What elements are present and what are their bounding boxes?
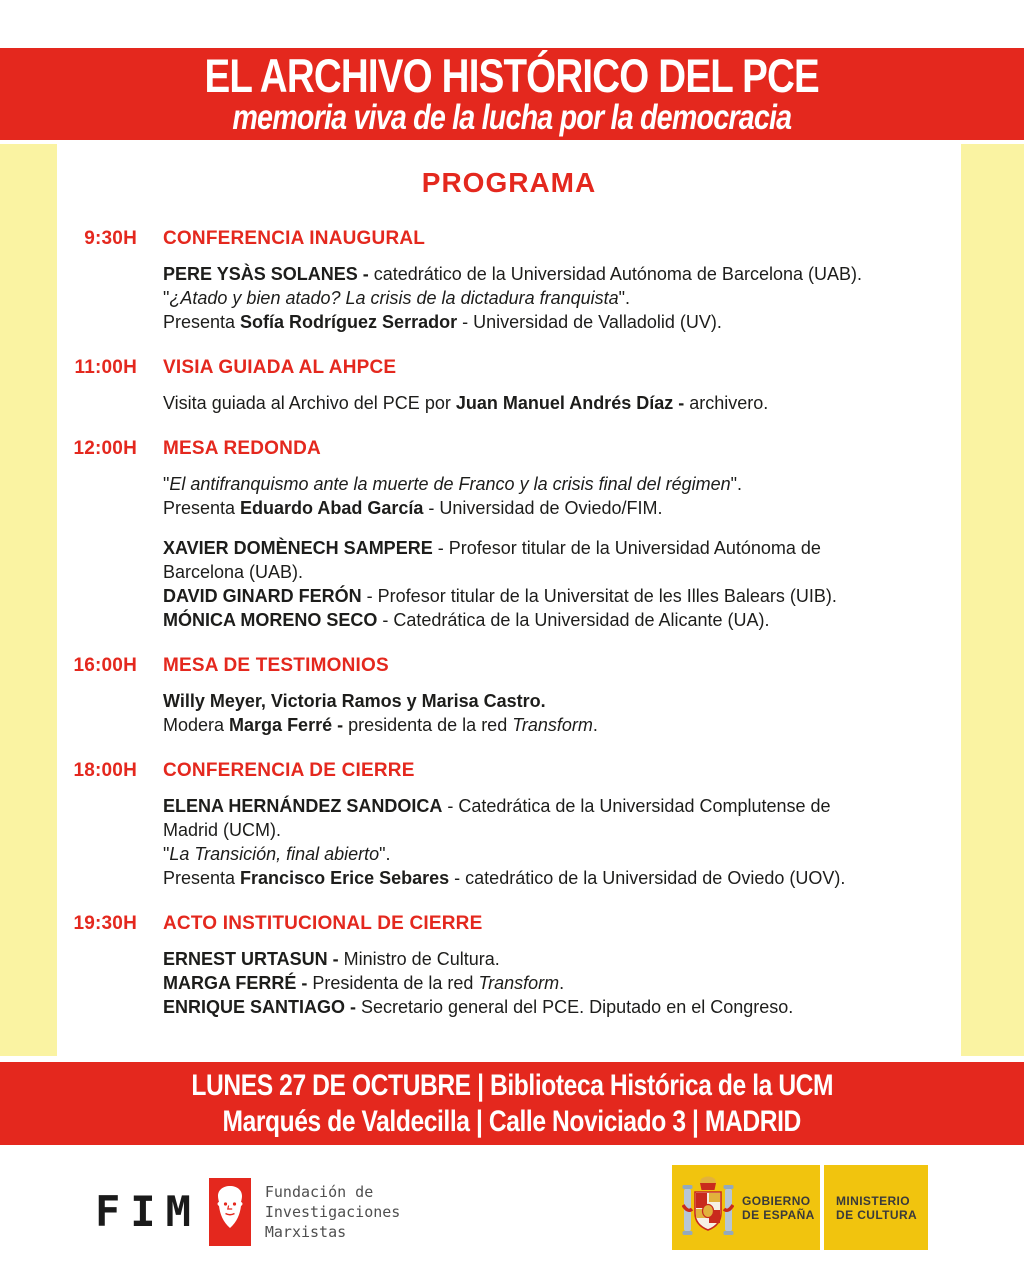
text-run: presidenta de la red: [343, 715, 513, 735]
fim-org-line: Investigaciones: [264, 1203, 401, 1221]
text-run: - catedrático de la Universidad de Oviedo (UOV).: [449, 868, 846, 888]
left-accent-bar: [0, 144, 57, 1056]
text-run: Francisco Erice Sebares: [240, 868, 450, 888]
text-run: Transform: [478, 973, 560, 993]
text-run: Presidenta de la red: [307, 973, 479, 993]
session-title: ACTO INSTITUCIONAL DE CIERRE: [163, 913, 483, 934]
text-run: Willy Meyer, Victoria Ramos y Marisa Castro.: [163, 691, 546, 711]
text-run: Madrid (UCM).: [163, 820, 282, 840]
text-run: Sofía Rodríguez Serrador: [240, 312, 458, 332]
session-head: [57, 356, 961, 380]
program-line: [163, 689, 951, 713]
program-line: [163, 262, 951, 286]
fim-org-line: Fundación de: [264, 1183, 374, 1201]
ministry-label: [824, 1194, 917, 1222]
program-line: [163, 842, 951, 866]
text-run: Eduardo Abad García: [240, 498, 424, 518]
session-head: [57, 437, 961, 461]
session-time: 11:00H: [74, 357, 137, 378]
session-title: VISIA GUIADA AL AHPCE: [163, 357, 397, 378]
program-line: [163, 971, 951, 995]
program-line: [163, 608, 951, 632]
text-run: El antifranquismo ante la muerte de Franco y la crisis final del régimen: [169, 474, 731, 494]
session-body: [163, 391, 951, 415]
program-session: [57, 912, 961, 1019]
header-band: [0, 48, 1024, 140]
program-line: [163, 794, 951, 818]
session-body: [163, 947, 951, 1019]
text-run: Barcelona (UAB).: [163, 562, 304, 582]
session-paragraph: [163, 391, 951, 415]
text-run: - Catedrática de la Universidad de Alicante (UA).: [377, 610, 770, 630]
program-line: [163, 310, 951, 334]
program-line: [163, 947, 951, 971]
session-paragraph: [163, 262, 951, 334]
session-paragraph: [163, 689, 951, 737]
ministry-label-line: DE CULTURA: [836, 1207, 918, 1222]
text-run: XAVIER DOMÈNECH SAMPERE: [163, 538, 433, 558]
text-run: .: [592, 715, 598, 735]
text-run: Juan Manuel Andrés Díaz -: [455, 393, 685, 413]
text-run: catedrático de la Universidad Autónoma de Barcelona (UAB).: [373, 264, 862, 284]
text-run: Presenta: [163, 312, 241, 332]
program-line: [163, 472, 951, 496]
text-run: ".: [618, 288, 631, 308]
session-paragraph: [163, 536, 951, 632]
text-run: ENRIQUE SANTIAGO -: [163, 997, 357, 1017]
text-run: Marga Ferré -: [229, 715, 344, 735]
poster-title: EL ARCHIVO HISTÓRICO DEL PCE: [204, 48, 820, 102]
government-label-line: GOBIERNO: [742, 1193, 811, 1208]
government-label: [742, 1194, 820, 1222]
session-paragraph: [163, 472, 951, 520]
session-body: [163, 262, 951, 334]
program-line: [163, 391, 951, 415]
text-run: ERNEST URTASUN -: [163, 949, 339, 969]
session-time: 19:30H: [73, 913, 137, 934]
session-time: 12:00H: [73, 438, 137, 459]
fim-org-line: Marxistas: [264, 1223, 347, 1241]
text-run: ".: [730, 474, 743, 494]
session-time: 18:00H: [73, 760, 137, 781]
session-head: [57, 654, 961, 678]
text-run: PERE YSÀS SOLANES -: [163, 264, 374, 284]
session-time: 9:30H: [84, 228, 137, 249]
text-run: .: [559, 973, 565, 993]
text-run: - Profesor titular de la Universitat de les Illes Balears (UIB).: [361, 586, 837, 606]
program-line: [163, 818, 951, 842]
poster-subtitle: memoria viva de la lucha por la democracia: [232, 97, 792, 137]
session-head: [57, 759, 961, 783]
session-body: [163, 794, 951, 890]
session-body: [163, 472, 951, 632]
marx-face-icon: [209, 1178, 251, 1246]
fim-acronym: FIM: [95, 1187, 201, 1236]
logos-row: [0, 1145, 1024, 1280]
text-run: Transform: [512, 715, 593, 735]
program-area: [0, 144, 1024, 1056]
text-run: Ministro de Cultura.: [338, 949, 500, 969]
text-run: ".: [379, 844, 391, 864]
session-title: CONFERENCIA INAUGURAL: [163, 228, 426, 249]
text-run: ": [163, 474, 170, 494]
government-label-line: DE ESPAÑA: [742, 1207, 815, 1222]
program-session: [57, 356, 961, 415]
program-session: [57, 227, 961, 334]
session-time: 16:00H: [73, 655, 137, 676]
text-run: ": [163, 288, 170, 308]
text-run: - Universidad de Oviedo/FIM.: [423, 498, 663, 518]
session-body: [163, 689, 951, 737]
program-line: [163, 536, 951, 560]
session-paragraph: [163, 947, 951, 1019]
program-heading: PROGRAMA: [421, 167, 597, 198]
text-run: Secretario general del PCE. Diputado en el Congreso.: [356, 997, 794, 1017]
ministry-label-line: MINISTERIO: [836, 1193, 911, 1208]
fim-logo: [95, 1178, 400, 1246]
text-run: - Catedrática de la Universidad Complutense de: [442, 796, 831, 816]
text-run: La Transición, final abierto: [169, 844, 380, 864]
session-title: MESA REDONDA: [163, 438, 321, 459]
program-line: [163, 713, 951, 737]
spain-coat-of-arms-icon: [682, 1175, 734, 1241]
text-run: Presenta: [163, 868, 241, 888]
event-address: Marqués de Valdecilla | Calle Noviciado 3 | MADRID: [222, 1104, 802, 1138]
session-head: [57, 912, 961, 936]
text-run: ": [163, 844, 170, 864]
text-run: MÓNICA MORENO SECO: [163, 610, 378, 630]
program-line: [163, 866, 951, 890]
program-content: [57, 144, 961, 1056]
program-session: [57, 437, 961, 632]
text-run: DAVID GINARD FERÓN: [163, 586, 362, 606]
text-run: MARGA FERRÉ -: [163, 973, 308, 993]
top-margin: [0, 0, 1024, 48]
text-run: Presenta: [163, 498, 241, 518]
program-line: [163, 286, 951, 310]
program-sessions: [57, 227, 961, 1019]
text-run: - Universidad de Valladolid (UV).: [457, 312, 722, 332]
program-line: [163, 584, 951, 608]
text-run: - Profesor titular de la Universidad Autónoma de: [432, 538, 821, 558]
program-line: [163, 496, 951, 520]
session-head: [57, 227, 961, 251]
program-session: [57, 654, 961, 737]
right-accent-bar: [961, 144, 1024, 1056]
text-run: Visita guiada al Archivo del PCE por: [163, 393, 456, 413]
text-run: ELENA HERNÁNDEZ SANDOICA: [163, 796, 443, 816]
program-line: [163, 995, 951, 1019]
fim-org-name: [265, 1182, 400, 1242]
text-run: archivero.: [684, 393, 769, 413]
text-run: ¿Atado y bien atado? La crisis de la dictadura franquista: [169, 288, 619, 308]
session-paragraph: [163, 794, 951, 890]
session-title: CONFERENCIA DE CIERRE: [163, 760, 415, 781]
event-date-location: LUNES 27 DE OCTUBRE | Biblioteca Histórica de la UCM: [191, 1068, 833, 1102]
program-session: [57, 759, 961, 890]
program-line: [163, 560, 951, 584]
government-logo: [672, 1165, 928, 1250]
session-title: MESA DE TESTIMONIOS: [163, 655, 389, 676]
text-run: Modera: [163, 715, 230, 735]
footer-band: [0, 1062, 1024, 1145]
